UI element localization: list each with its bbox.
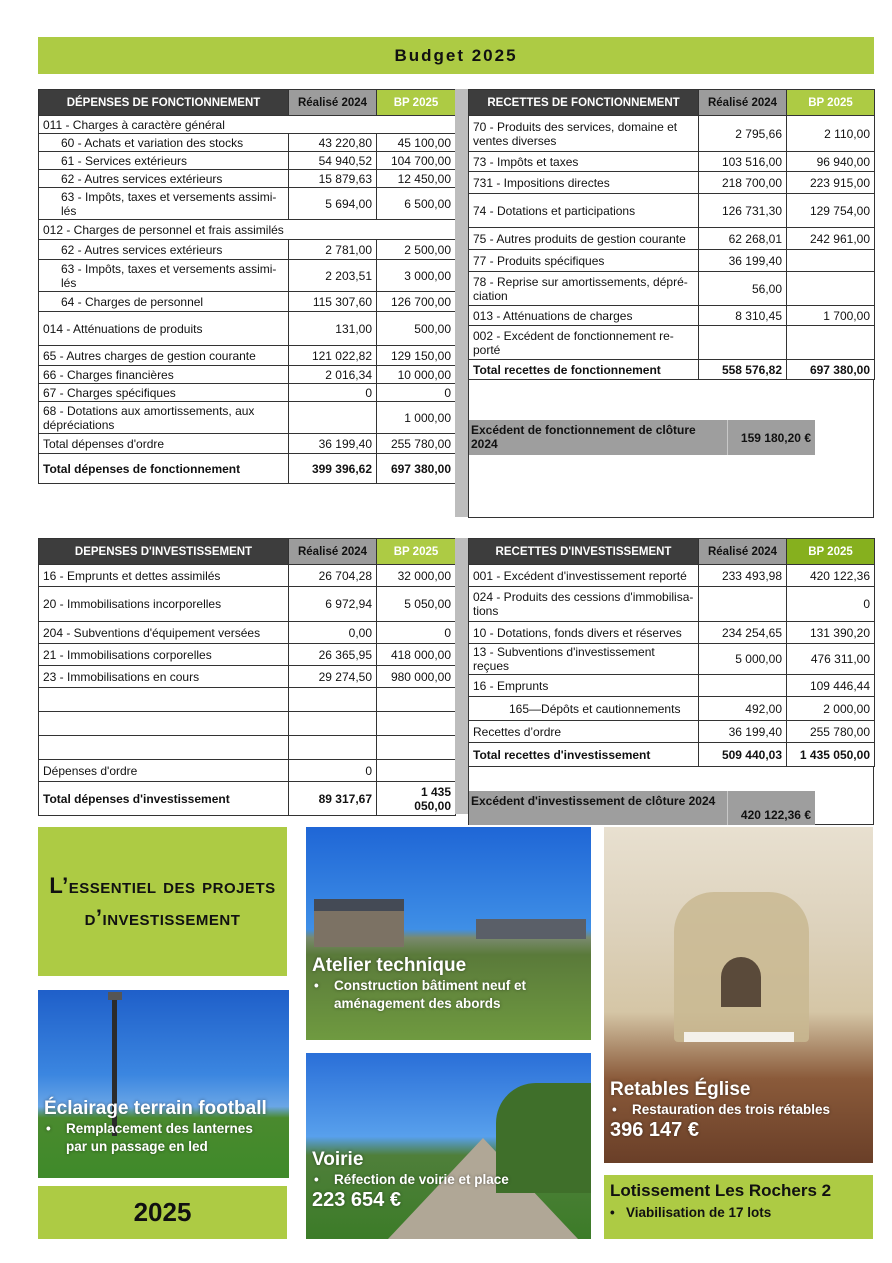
table-row — [39, 134, 456, 152]
bp-2025-cell: 3 000,00 — [377, 260, 456, 292]
realise-2024-cell: 36 199,40 — [289, 434, 377, 454]
bp-2025-cell: 32 000,00 — [377, 565, 456, 587]
bp-2025-cell: 104 700,00 — [377, 152, 456, 170]
row-label: 62 - Autres services extérieurs — [39, 240, 289, 260]
project-title: Voirie — [312, 1149, 364, 1170]
project-card-atelier — [306, 827, 591, 1040]
excedent-label: Excédent de fonctionnement de clôture 2024 — [471, 423, 696, 451]
project-card-eclairage — [38, 990, 289, 1178]
depenses-investissement-panel — [38, 538, 455, 814]
table-row — [39, 240, 456, 260]
table-row — [469, 172, 875, 194]
project-title: Retables Église — [610, 1079, 751, 1100]
table-row — [39, 434, 456, 454]
project-title: Lotissement Les Rochers 2 — [610, 1181, 832, 1200]
row-label: 77 - Produits spécifiques — [469, 250, 699, 272]
table-row — [469, 644, 875, 675]
bullet-icon: • — [610, 1205, 615, 1220]
realise-2024-cell: 103 516,00 — [699, 152, 787, 172]
bp-2025-cell: 242 961,00 — [787, 228, 875, 250]
table-row — [39, 565, 456, 587]
project-bullet — [306, 1171, 591, 1189]
realise-2024-cell: 26 365,95 — [289, 644, 377, 666]
realise-2024-cell — [289, 712, 377, 736]
recettes-investissement-filler — [468, 767, 874, 825]
realise-2024-cell: 0 — [289, 760, 377, 782]
painting-image — [721, 957, 761, 1007]
realise-2024-cell: 121 022,82 — [289, 346, 377, 366]
year-text: 2025 — [133, 1197, 192, 1227]
realise-2024-cell: 0,00 — [289, 622, 377, 644]
realise-2024-cell: 234 254,65 — [699, 622, 787, 644]
realise-2024-cell: 509 440,03 — [699, 743, 787, 767]
group-row — [39, 116, 456, 134]
row-label: 60 - Achats et variation des stocks — [39, 134, 289, 152]
bp-2025-cell: 96 940,00 — [787, 152, 875, 172]
table-row — [39, 312, 456, 346]
bp-2025-cell — [787, 272, 875, 306]
realise-2024-cell: 2 781,00 — [289, 240, 377, 260]
project-bullet — [604, 1101, 873, 1119]
realise-2024-cell: 43 220,80 — [289, 134, 377, 152]
altar-table-image — [684, 1032, 794, 1042]
realise-2024-cell — [289, 402, 377, 434]
bullet-line-1: Construction bâtiment neuf et — [334, 978, 526, 993]
project-amount: 223 654 € — [312, 1189, 401, 1211]
table-row — [469, 326, 875, 360]
bp-2025-cell — [377, 760, 456, 782]
table-row — [469, 250, 875, 272]
realise-2024-cell: 0 — [289, 384, 377, 402]
table-row — [39, 688, 456, 712]
bullet-line-1: Réfection de voirie et place — [334, 1172, 509, 1187]
bp-2025-cell: 10 000,00 — [377, 366, 456, 384]
row-label: 165—Dépôts et cautionnements — [469, 697, 699, 721]
depenses-fonctionnement-panel — [38, 89, 455, 517]
bp-2025-cell: 1 435 050,00 — [787, 743, 875, 767]
realise-2024-cell: 492,00 — [699, 697, 787, 721]
col-header-realise: Réalisé 2024 — [699, 539, 787, 565]
project-card-retables — [604, 827, 873, 1163]
col-header-realise: Réalisé 2024 — [699, 90, 787, 116]
bp-2025-cell: 2 500,00 — [377, 240, 456, 260]
row-label: 61 - Services extérieurs — [39, 152, 289, 170]
row-label: Total recettes de fonctionnement — [469, 360, 699, 380]
realise-2024-cell — [289, 688, 377, 712]
row-label: 10 - Dotations, fonds divers et réserves — [469, 622, 699, 644]
bp-2025-cell: 0 — [377, 622, 456, 644]
col-header-title: RECETTES DE FONCTIONNEMENT — [469, 90, 699, 116]
bp-2025-cell: 2 110,00 — [787, 116, 875, 152]
bp-2025-cell: 6 500,00 — [377, 188, 456, 220]
table-row — [39, 384, 456, 402]
realise-2024-cell: 36 199,40 — [699, 721, 787, 743]
year-box — [38, 1186, 287, 1239]
projects-section-title — [38, 827, 287, 976]
bp-2025-cell — [787, 326, 875, 360]
houses-image — [476, 919, 586, 939]
row-label: 014 - Atténuations de produits — [39, 312, 289, 346]
project-bullet — [306, 977, 591, 1013]
project-card-voirie — [306, 1053, 591, 1239]
row-label — [39, 688, 289, 712]
projects-title-text: L’essentiel des projets d’investissement — [49, 872, 276, 930]
total-row — [469, 360, 875, 380]
table-row — [39, 152, 456, 170]
row-label: 16 - Emprunts — [469, 675, 699, 697]
recettes-fonctionnement-filler — [468, 380, 874, 518]
excedent-label: Excédent d'investissement de clôture 2024 — [471, 794, 716, 808]
table-row — [39, 346, 456, 366]
row-label: Recettes d’ordre — [469, 721, 699, 743]
table-separator — [455, 538, 468, 814]
table-row — [39, 170, 456, 188]
table-row — [469, 622, 875, 644]
realise-2024-cell: 5 000,00 — [699, 644, 787, 675]
row-label: 63 - Impôts, taxes et versements assimi-lés — [39, 260, 289, 292]
row-label: 013 - Atténuations de charges — [469, 306, 699, 326]
row-label: 66 - Charges financières — [39, 366, 289, 384]
excedent-value: 159 180,20 € — [727, 420, 813, 455]
col-header-title: RECETTES D'INVESTISSEMENT — [469, 539, 699, 565]
house-image — [314, 907, 404, 947]
realise-2024-cell: 233 493,98 — [699, 565, 787, 587]
row-label: 74 - Dotations et participations — [469, 194, 699, 228]
project-amount: 396 147 € — [610, 1119, 699, 1141]
col-header-realise: Réalisé 2024 — [289, 90, 377, 116]
row-label — [39, 712, 289, 736]
realise-2024-cell — [699, 587, 787, 622]
table-row — [39, 736, 456, 760]
realise-2024-cell: 2 795,66 — [699, 116, 787, 152]
recettes-fonctionnement-panel — [468, 89, 874, 517]
table-row — [469, 306, 875, 326]
table-row — [39, 622, 456, 644]
recettes-investissement-panel — [468, 538, 874, 822]
roof-image — [314, 899, 404, 911]
project-card-lotissement — [604, 1175, 873, 1239]
realise-2024-cell: 126 731,30 — [699, 194, 787, 228]
table-row — [39, 402, 456, 434]
bp-2025-cell: 129 150,00 — [377, 346, 456, 366]
realise-2024-cell: 5 694,00 — [289, 188, 377, 220]
bp-2025-cell: 1 000,00 — [377, 402, 456, 434]
bp-2025-cell: 2 000,00 — [787, 697, 875, 721]
bp-2025-cell: 697 380,00 — [787, 360, 875, 380]
bullet-line-1: Restauration des trois rétables — [632, 1102, 831, 1117]
table-row — [469, 194, 875, 228]
table-row — [39, 666, 456, 688]
bp-2025-cell: 980 000,00 — [377, 666, 456, 688]
row-label: 204 - Subventions d'équipement versées — [39, 622, 289, 644]
table-row — [469, 565, 875, 587]
bullet-icon: • — [612, 1102, 617, 1117]
bullet-line-1: Remplacement des lanternes — [66, 1121, 253, 1136]
bp-2025-cell: 420 122,36 — [787, 565, 875, 587]
table-row — [469, 721, 875, 743]
realise-2024-cell: 2 203,51 — [289, 260, 377, 292]
bp-2025-cell: 126 700,00 — [377, 292, 456, 312]
table-separator — [455, 89, 468, 517]
total-row — [39, 454, 456, 484]
col-header-title: DEPENSES D'INVESTISSEMENT — [39, 539, 289, 565]
bullet-line-2: aménagement des abords — [334, 996, 501, 1011]
row-label: Total dépenses d'ordre — [39, 434, 289, 454]
row-label: 67 - Charges spécifiques — [39, 384, 289, 402]
row-label: Total dépenses d'investissement — [39, 782, 289, 816]
table-row — [469, 697, 875, 721]
excedent-value: 420 122,36 € — [727, 791, 813, 825]
row-label — [39, 736, 289, 760]
row-label: 62 - Autres services extérieurs — [39, 170, 289, 188]
row-label: 70 - Produits des services, domaine et ventes diverses — [469, 116, 699, 152]
row-label: 73 - Impôts et taxes — [469, 152, 699, 172]
floodlight-image — [108, 992, 122, 1000]
bp-2025-cell: 12 450,00 — [377, 170, 456, 188]
table-row — [469, 152, 875, 172]
realise-2024-cell: 56,00 — [699, 272, 787, 306]
bullet-line-1: Viabilisation de 17 lots — [626, 1205, 772, 1220]
col-header-realise: Réalisé 2024 — [289, 539, 377, 565]
col-header-bp: BP 2025 — [377, 539, 456, 565]
bp-2025-cell: 1 700,00 — [787, 306, 875, 326]
bp-2025-cell: 255 780,00 — [377, 434, 456, 454]
table-row — [39, 587, 456, 622]
project-title: Éclairage terrain football — [44, 1098, 267, 1119]
table-row — [469, 587, 875, 622]
project-bullet — [38, 1120, 289, 1156]
recettes-fonctionnement-table — [468, 89, 875, 380]
row-label: 011 - Charges à caractère général — [39, 116, 456, 134]
realise-2024-cell: 6 972,94 — [289, 587, 377, 622]
bp-2025-cell: 0 — [377, 384, 456, 402]
col-header-bp: BP 2025 — [787, 90, 875, 116]
row-label: Total recettes d'investissement — [469, 743, 699, 767]
table-row — [469, 272, 875, 306]
realise-2024-cell: 2 016,34 — [289, 366, 377, 384]
bp-2025-cell: 109 446,44 — [787, 675, 875, 697]
bp-2025-cell: 131 390,20 — [787, 622, 875, 644]
realise-2024-cell: 131,00 — [289, 312, 377, 346]
total-row — [39, 782, 456, 816]
row-label: Dépenses d'ordre — [39, 760, 289, 782]
bp-2025-cell: 223 915,00 — [787, 172, 875, 194]
row-label: Total dépenses de fonctionnement — [39, 454, 289, 484]
row-label: 75 - Autres produits de gestion courante — [469, 228, 699, 250]
table-row — [39, 760, 456, 782]
realise-2024-cell: 218 700,00 — [699, 172, 787, 194]
row-label: 65 - Autres charges de gestion courante — [39, 346, 289, 366]
table-row — [39, 712, 456, 736]
realise-2024-cell: 8 310,45 — [699, 306, 787, 326]
bp-2025-cell — [377, 688, 456, 712]
fonctionnement-section — [38, 89, 874, 517]
row-label: 21 - Immobilisations corporelles — [39, 644, 289, 666]
realise-2024-cell — [699, 326, 787, 360]
table-row — [469, 116, 875, 152]
recettes-investissement-table — [468, 538, 875, 767]
realise-2024-cell — [699, 675, 787, 697]
table-row — [39, 292, 456, 312]
col-header-title: DÉPENSES DE FONCTIONNEMENT — [39, 90, 289, 116]
row-label: 012 - Charges de personnel et frais assimilés — [39, 220, 456, 240]
table-row — [39, 644, 456, 666]
row-label: 731 - Impositions directes — [469, 172, 699, 194]
bp-2025-cell: 129 754,00 — [787, 194, 875, 228]
excedent-investissement-box — [469, 791, 815, 825]
bp-2025-cell: 255 780,00 — [787, 721, 875, 743]
depenses-investissement-table — [38, 538, 456, 816]
row-label: 16 - Emprunts et dettes assimilés — [39, 565, 289, 587]
bp-2025-cell — [377, 712, 456, 736]
project-bullet — [610, 1203, 867, 1223]
realise-2024-cell: 115 307,60 — [289, 292, 377, 312]
realise-2024-cell — [289, 736, 377, 760]
table-row — [469, 675, 875, 697]
page-title: Budget 2025 — [394, 45, 518, 65]
project-title: Atelier technique — [312, 955, 467, 976]
bp-2025-cell: 1 435 050,00 — [377, 782, 456, 816]
bp-2025-cell: 0 — [787, 587, 875, 622]
realise-2024-cell: 26 704,28 — [289, 565, 377, 587]
realise-2024-cell: 29 274,50 — [289, 666, 377, 688]
bp-2025-cell — [787, 250, 875, 272]
realise-2024-cell: 36 199,40 — [699, 250, 787, 272]
row-label: 68 - Dotations aux amortissements, aux dépréciations — [39, 402, 289, 434]
bp-2025-cell: 476 311,00 — [787, 644, 875, 675]
table-row — [39, 366, 456, 384]
total-row — [469, 743, 875, 767]
bp-2025-cell: 500,00 — [377, 312, 456, 346]
col-header-bp: BP 2025 — [377, 90, 456, 116]
row-label: 13 - Subventions d'investissement reçues — [469, 644, 699, 675]
page-title-banner — [38, 37, 874, 74]
bullet-icon: • — [46, 1121, 51, 1136]
excedent-fonctionnement-box — [469, 420, 815, 455]
row-label: 001 - Excédent d'investissement reporté — [469, 565, 699, 587]
bullet-line-2: par un passage en led — [66, 1139, 208, 1154]
bp-2025-cell: 418 000,00 — [377, 644, 456, 666]
realise-2024-cell: 558 576,82 — [699, 360, 787, 380]
group-row — [39, 220, 456, 240]
bullet-icon: • — [314, 1172, 319, 1187]
realise-2024-cell: 15 879,63 — [289, 170, 377, 188]
table-row — [469, 228, 875, 250]
row-label: 024 - Produits des cessions d'immobilisa-tions — [469, 587, 699, 622]
table-row — [39, 188, 456, 220]
row-label: 63 - Impôts, taxes et versements assimi-lés — [39, 188, 289, 220]
table-row — [39, 260, 456, 292]
row-label: 78 - Reprise sur amortissements, dépré-ciation — [469, 272, 699, 306]
bullet-icon: • — [314, 978, 319, 993]
bp-2025-cell: 45 100,00 — [377, 134, 456, 152]
depenses-fonctionnement-table — [38, 89, 456, 484]
row-label: 23 - Immobilisations en cours — [39, 666, 289, 688]
bp-2025-cell: 697 380,00 — [377, 454, 456, 484]
row-label: 20 - Immobilisations incorporelles — [39, 587, 289, 622]
realise-2024-cell: 89 317,67 — [289, 782, 377, 816]
row-label: 64 - Charges de personnel — [39, 292, 289, 312]
col-header-bp: BP 2025 — [787, 539, 875, 565]
realise-2024-cell: 62 268,01 — [699, 228, 787, 250]
realise-2024-cell: 54 940,52 — [289, 152, 377, 170]
investissement-section — [38, 538, 874, 822]
bp-2025-cell — [377, 736, 456, 760]
realise-2024-cell: 399 396,62 — [289, 454, 377, 484]
row-label: 002 - Excédent de fonctionnement re-porté — [469, 326, 699, 360]
bp-2025-cell: 5 050,00 — [377, 587, 456, 622]
